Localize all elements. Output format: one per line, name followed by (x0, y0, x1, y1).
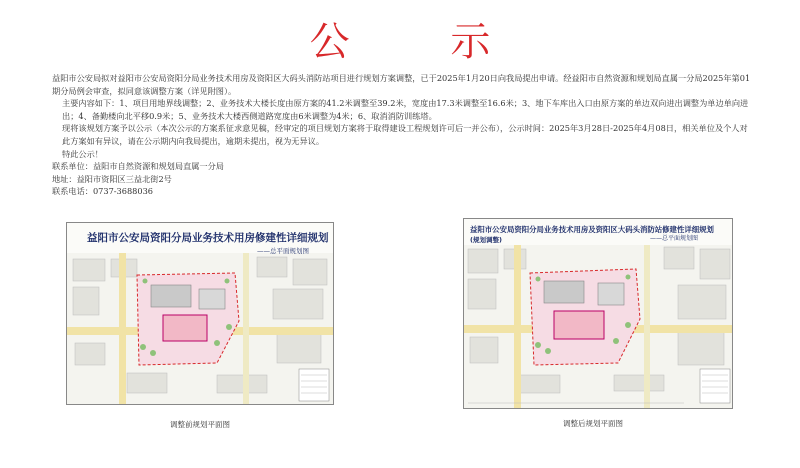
paragraph-publicity: 现将该规划方案予以公示（本次公示的方案系征求意见稿，经审定的项目规划方案将于取得建设工程规划许可后一并公布），公示时间：2025年3月28日-2025年4月08日，相关单位及个人对此方案如有异议，请在公示期内向我局提出，逾期未提出，视为无异议。 (62, 123, 748, 146)
plan-before-adjustment (66, 222, 334, 405)
special-notice: 特此公示！ (62, 148, 103, 159)
contact-unit: 联系单位：益阳市自然资源和规划局直属一分局 (52, 161, 224, 172)
notice-title: 公 示 (309, 19, 535, 65)
paragraph-main-content: 主要内容如下：1、项目用地界线调整；2、业务技术大楼长度由原方案的41.2米调整至39.2米，宽度由17.3米调整至16.6米；3、地下车库出入口由原方案的单边双向进出调整为单边单向进出；4、备勤楼向北平移0.9米；5、业务技术大楼西侧道路宽度由6米调整为4米；6、取消消防训练塔。 (62, 98, 749, 121)
contact-address: 地址：益阳市资阳区三益北街2号 (52, 173, 172, 184)
map-after-title-adjustment: (规划调整) (470, 236, 502, 244)
notice-body (52, 72, 752, 198)
site-plan-drawing-after (464, 219, 733, 409)
map-after-subtitle: ——总平面规划图 (650, 235, 699, 242)
map-before-subtitle: ——总平面规划图 (257, 247, 309, 255)
plan-after-adjustment (463, 218, 733, 409)
map-before-title: 益阳市公安局资阳分局业务技术用房修建性详细规划 (87, 232, 329, 244)
contact-phone: 联系电话：0737-3688036 (52, 186, 154, 197)
caption-before: 调整前规划平面图 (170, 420, 230, 429)
caption-after: 调整后规划平面图 (563, 419, 623, 428)
paragraph-intro: 益阳市公安局拟对益阳市公安局资阳分局业务技术用房及资阳区大码头消防站项目进行规划方案调整，已于2025年1月20日向我局提出申请。经益阳市自然资源和规划局直属一分局2025年第01期分局例会审查，拟同意该调整方案（详见附图）。 (52, 73, 751, 96)
map-after-title: 益阳市公安局资阳分局业务技术用房及资阳区大码头消防站修建性详细规划 (470, 225, 714, 234)
